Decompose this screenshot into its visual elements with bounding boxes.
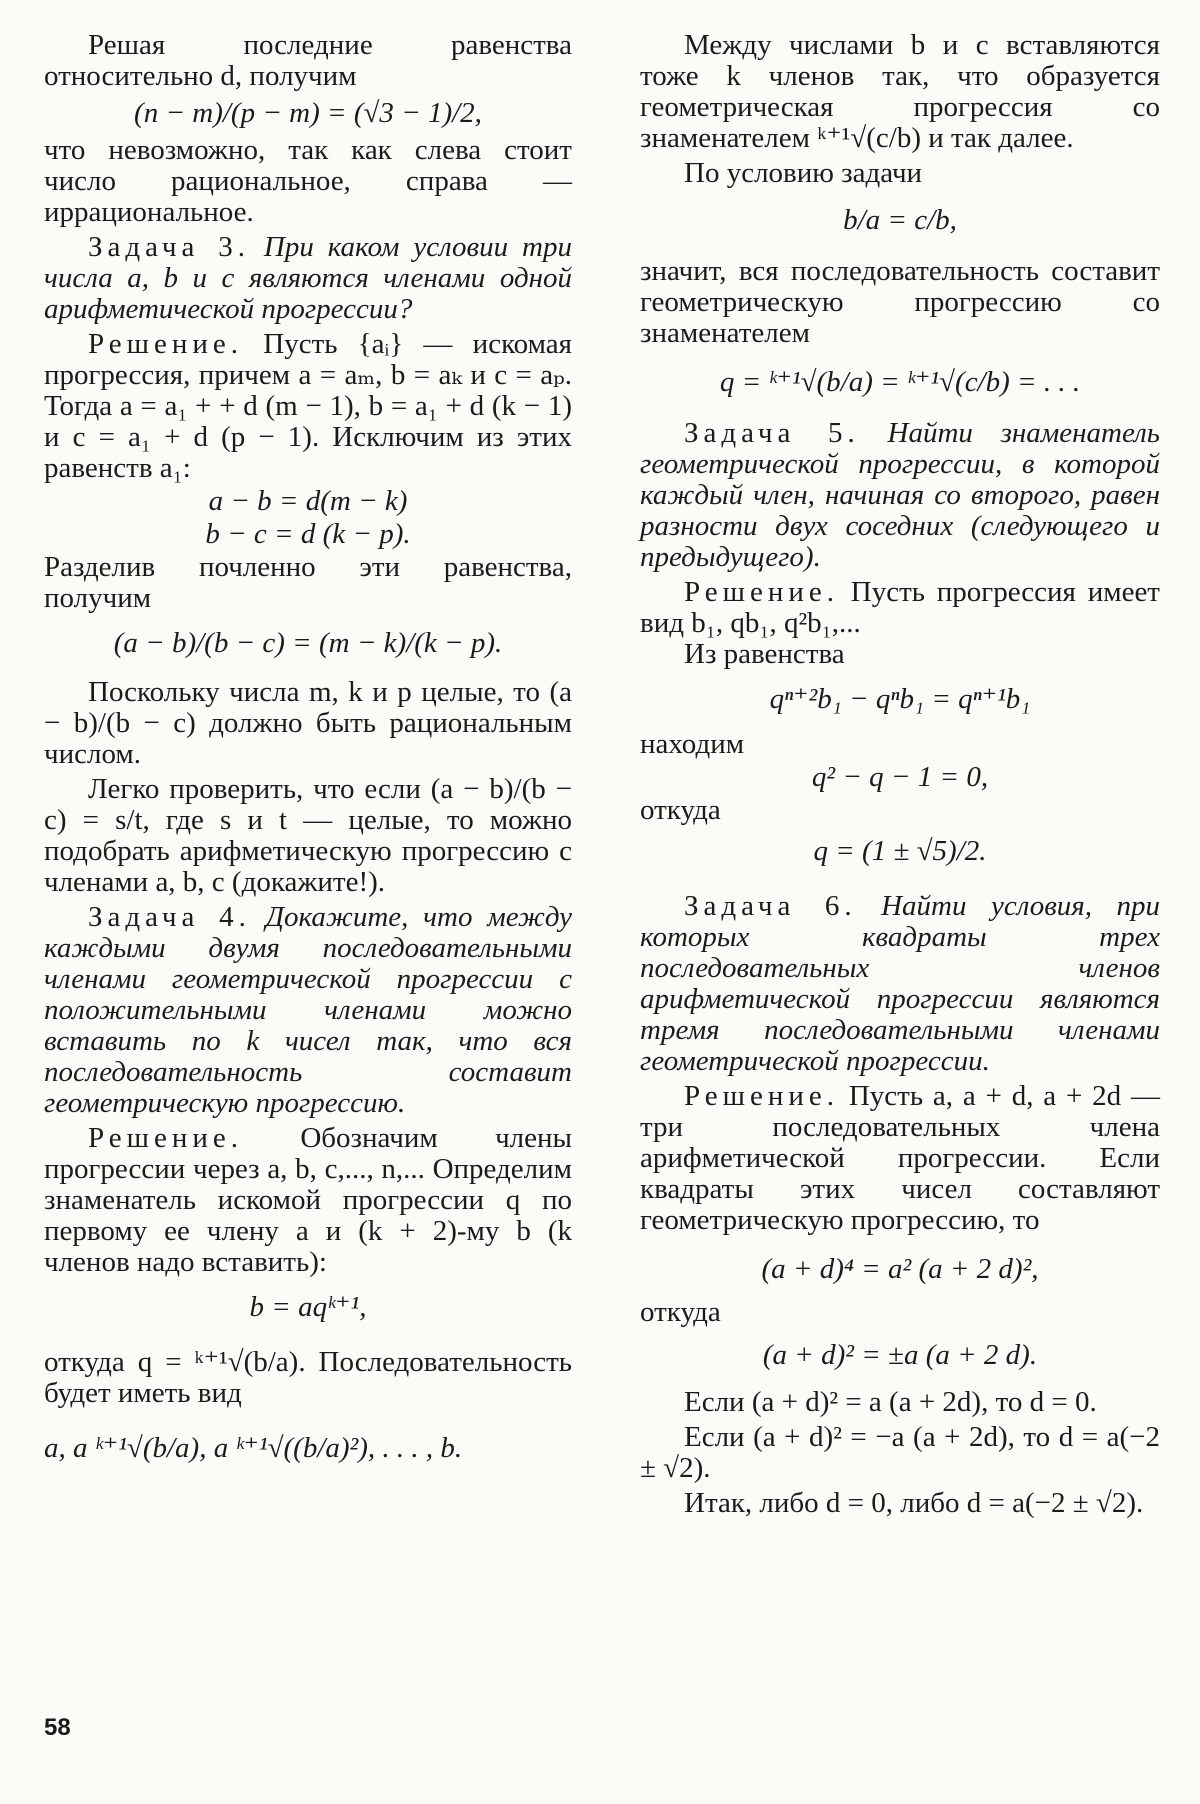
formula: qⁿ⁺²b₁ − qⁿb₁ = qⁿ⁺¹b₁ [769,683,1031,715]
paragraph: откуда q = ᵏ⁺¹√(b/a). Последовательность будет иметь вид [44,1346,572,1409]
solution-6 [640,1081,1160,1236]
formula: q = ᵏ⁺¹√(b/a) = ᵏ⁺¹√(c/b) = . . . [719,366,1081,398]
problem-4 [44,902,572,1119]
paragraph: находим [640,728,745,760]
formula: b − c = d (k − p). [205,518,411,550]
problem-label: Задача 3. [88,231,250,263]
paragraph: откуда [640,1296,721,1328]
paragraph: Поскольку числа m, k и p целые, то (a − b)/(b − c) должно быть рациональным числом. [44,676,572,770]
solution-text: Обозначим члены прогрессии через a, b, c,..., n,... Определим знаменатель искомой прогрессии q по первому ее члену a и (k + 2)-му b (k членов надо вставить): [44,1122,572,1278]
paragraph: Итак, либо d = 0, либо d = a(−2 ± √2). [684,1487,1144,1519]
problem-label: Задача 6. [684,890,857,922]
formula: (a − b)/(b − c) = (m − k)/(k − p). [113,627,503,659]
paragraph: Между числами b и c вставляются тоже k членов так, что образуется геометрическая прогрессия со знаменателем ᵏ⁺¹√(c/b) и так далее. [640,29,1160,154]
solution-text: Пусть a, a + d, a + 2d — три последовательных члена арифметической прогрессии. Если квадраты этих чисел составляют геометрическую прогрессию, то [640,1080,1161,1236]
paragraph: Разделив почленно эти равенства, получим [44,551,572,614]
formula: a, a ᵏ⁺¹√(b/a), a ᵏ⁺¹√((b/a)²), . . . , b. [44,1432,463,1464]
paragraph: Из равенства [684,638,845,670]
problem-text: Найти знаменатель геометрической прогрессии, в которой каждый член, начиная со второго, равен разности двух соседних (следующего и предыдущего). [640,417,1160,573]
problem-text: Докажите, что между каждыми двумя последовательными членами геометрической прогрессии с положительными членами можно вставить по k чисел так, что вся последовательность составит геометрическую прогрессию. [44,901,573,1119]
paragraph: По условию задачи [684,157,923,189]
formula: (n − m)/(p − m) = (√3 − 1)/2, [134,97,482,129]
formula: q = (1 ± √5)/2. [813,835,987,867]
problem-label: Задача 5. [684,417,860,449]
formula: a − b = d(m − k) [208,485,408,517]
solution-label: Решение. [88,328,243,360]
solution-5 [640,577,1160,639]
formula: (a + d)² = ±a (a + 2 d). [762,1339,1038,1371]
paragraph: Если (a + d)² = a (a + 2d), то d = 0. [684,1386,1097,1418]
paragraph: Легко проверить, что если (a − b)/(b − c) = s/t, где s и t — целые, то можно подобрать арифметическую прогрессию с членами a, b, c (докажите!). [44,773,572,898]
problem-5 [640,418,1160,573]
solution-label: Решение. [684,1080,839,1112]
solution-3 [44,329,572,484]
solution-text: Пусть прогрессия имеет вид b₁, qb₁, q²b₁,... [640,576,1160,639]
left-column [44,30,572,1464]
paragraph: что невозможно, так как слева стоит число рациональное, справа — иррациональное. [44,134,572,228]
problem-text: При каком условии три числа a, b и c являются членами одной арифметической прогрессии? [44,231,572,325]
problem-3 [44,232,572,325]
problem-6 [640,891,1160,1077]
formula: b = aqᵏ⁺¹, [249,1291,367,1323]
paragraph: откуда [640,794,721,826]
page-number: 58 [44,1714,71,1741]
solution-text: Пусть {aᵢ} — искомая прогрессия, причем a = aₘ, b = aₖ и c = aₚ. Тогда a = a₁ + + d (m − 1), b = a₁ + d (k − 1) и c = a₁ + d (p − 1). Исключим из этих равенств a₁: [44,328,572,484]
solution-label: Решение. [684,576,839,608]
paragraph: Если (a + d)² = −a (a + 2d), то d = a(−2 ± √2). [640,1421,1160,1484]
formula: b/a = c/b, [843,204,957,236]
paragraph: Решая последние равенства относительно d, получим [44,29,572,92]
solution-label: Решение. [88,1122,243,1154]
solution-4 [44,1123,572,1278]
problem-label: Задача 4. [88,901,251,933]
problem-text: Найти условия, при которых квадраты трех последовательных членов арифметической прогрессии являются тремя последовательными членами геометрической прогрессии. [640,890,1161,1077]
paragraph: значит, вся последовательность составит геометрическую прогрессию со знаменателем [640,255,1160,349]
right-column [640,30,1160,1519]
formula: q² − q − 1 = 0, [811,761,989,793]
formula: (a + d)⁴ = a² (a + 2 d)², [761,1253,1039,1285]
